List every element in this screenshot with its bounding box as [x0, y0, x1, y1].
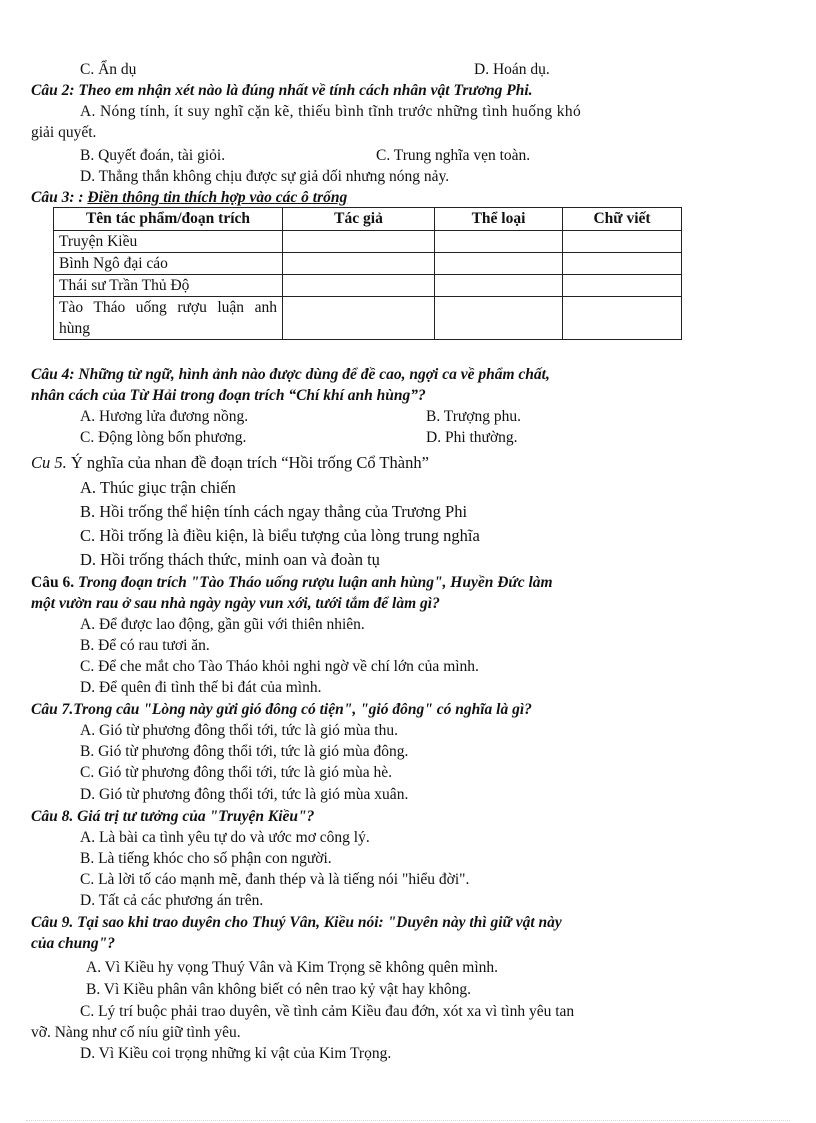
q3-text: Điền thông tin thích hợp vào các ô trống	[87, 189, 348, 206]
q1-option-d: D. Hoán dụ.	[474, 61, 550, 78]
q7-option-d: D. Gió từ phương đông thổi tới, tức là gió mùa xuân.	[80, 786, 409, 803]
q8-option-d: D. Tất cả các phương án trên.	[80, 892, 264, 909]
blank-cell[interactable]	[563, 297, 682, 340]
q5-option-b: B. Hồi trống thể hiện tính cách ngay thẳng của Trương Phi	[80, 502, 468, 521]
blank-cell[interactable]	[563, 253, 682, 275]
q4-label: Câu 4:	[31, 366, 75, 383]
q4-text: Những từ ngữ, hình ảnh nào được dùng để đề cao, ngợi ca về phẩm chất,	[78, 366, 550, 383]
q8-option-b: B. Là tiếng khóc cho số phận con người.	[80, 850, 332, 867]
q3-label: Câu 3: :	[31, 189, 84, 206]
blank-cell[interactable]	[435, 253, 563, 275]
q6-label: Câu 6.	[31, 574, 75, 591]
q6-option-b: B. Để có rau tươi ăn.	[80, 637, 210, 654]
q8-option-a: A. Là bài ca tình yêu tự do và ước mơ công lý.	[80, 829, 370, 846]
q7-option-c: C. Gió từ phương đông thổi tới, tức là gió mùa hè.	[80, 764, 392, 781]
q6-text: Trong đoạn trích "Tào Tháo uống rượu luận anh hùng", Huyền Đức làm	[77, 574, 553, 591]
q9-text: Tại sao khi trao duyên cho Thuý Vân, Kiều nói: "Duyên này thì giữ vật này	[77, 914, 562, 931]
q5-title	[31, 452, 429, 473]
q6-option-d: D. Để quên đi tình thế bi đát của mình.	[80, 679, 322, 696]
q5-option-a: A. Thúc giục trận chiến	[80, 478, 236, 497]
q4-title-line2: nhân cách của Từ Hải trong đoạn trích “Chí khí anh hùng”?	[31, 387, 426, 404]
q9-option-c-line2: vỡ. Nàng như cố níu giữ tình yêu.	[31, 1024, 241, 1041]
q7-label: Câu 7.	[31, 701, 74, 718]
q8-label: Câu 8.	[31, 808, 74, 825]
q4-option-c: C. Động lòng bốn phương.	[80, 429, 247, 446]
blank-cell[interactable]	[563, 231, 682, 253]
q2-option-b: B. Quyết đoán, tài giỏi.	[80, 147, 226, 164]
page-bottom-divider	[26, 1120, 790, 1121]
q6-option-c: C. Để che mắt cho Tào Tháo khỏi nghi ngờ về chí lớn của mình.	[80, 658, 479, 675]
work-name: Bình Ngô đại cáo	[54, 253, 283, 275]
q2-text: Theo em nhận xét nào là đúng nhất về tính cách nhân vật Trương Phi.	[78, 82, 533, 99]
header-author: Tác giả	[283, 208, 435, 231]
q8-title	[31, 806, 314, 827]
q6-title-line1	[31, 572, 553, 593]
q9-option-c-line1: C. Lý trí buộc phải trao duyên, về tình cảm Kiều đau đớn, xót xa vì tình yêu tan	[80, 1003, 575, 1020]
q5-option-d: D. Hồi trống thách thức, minh oan và đoàn tụ	[80, 550, 380, 569]
q4-option-a: A. Hương lửa đương nồng.	[80, 408, 249, 425]
q3-title	[31, 187, 347, 208]
q9-option-a: A. Vì Kiều hy vọng Thuý Vân và Kim Trọng sẽ không quên mình.	[86, 959, 499, 976]
q2-option-a-line1: A. Nóng tính, ít suy nghĩ cặn kẽ, thiếu bình tĩnh trước những tình huống khó	[80, 103, 582, 120]
blank-cell[interactable]	[435, 275, 563, 297]
header-script: Chữ viết	[563, 208, 682, 231]
q9-option-b: B. Vì Kiều phân vân không biết có nên trao kỷ vật hay không.	[86, 981, 471, 998]
q9-title-line2: của chung"?	[31, 935, 115, 952]
q9-option-d: D. Vì Kiều coi trọng những kỉ vật của Kim Trọng.	[80, 1045, 392, 1062]
q7-text: Trong câu "Lòng này gửi gió đông có tiện", "gió đông" có nghĩa là gì?	[73, 701, 532, 718]
work-name: Tào Tháo uống rượu luận anh hùng	[54, 297, 283, 340]
q9-title-line1	[31, 912, 562, 933]
q4-option-d: D. Phi thường.	[426, 429, 518, 446]
table-row	[54, 231, 682, 253]
work-name: Truyện Kiều	[54, 231, 283, 253]
q8-option-c: C. Là lời tố cáo mạnh mẽ, đanh thép và là tiếng nói "hiểu đời".	[80, 871, 470, 888]
q7-option-b: B. Gió từ phương đông thổi tới, tức là gió mùa đông.	[80, 743, 409, 760]
q2-title	[31, 80, 533, 101]
table-row	[54, 275, 682, 297]
q6-option-a: A. Để được lao động, gần gũi với thiên nhiên.	[80, 616, 365, 633]
q2-option-d: D. Thẳng thắn không chịu được sự giả dối nhưng nóng nảy.	[80, 168, 450, 185]
q4-option-b: B. Trượng phu.	[426, 408, 521, 425]
table-row	[54, 253, 682, 275]
blank-cell[interactable]	[283, 275, 435, 297]
blank-cell[interactable]	[283, 253, 435, 275]
q1-option-c: C. Ẩn dụ	[80, 61, 137, 78]
blank-cell[interactable]	[283, 231, 435, 253]
q5-option-c: C. Hồi trống là điều kiện, là biểu tượng của lòng trung nghĩa	[80, 526, 480, 545]
q5-label: Cu 5.	[31, 453, 67, 472]
blank-cell[interactable]	[563, 275, 682, 297]
work-name: Thái sư Trần Thủ Độ	[54, 275, 283, 297]
q2-option-c: C. Trung nghĩa vẹn toàn.	[376, 147, 531, 164]
table-header-row	[54, 208, 682, 231]
blank-cell[interactable]	[435, 297, 563, 340]
blank-cell[interactable]	[435, 231, 563, 253]
q5-text: Ý nghĩa của nhan đề đoạn trích “Hồi trống Cổ Thành”	[70, 453, 429, 472]
table-row	[54, 297, 682, 340]
header-work: Tên tác phẩm/đoạn trích	[54, 208, 283, 231]
q2-option-a-line2: giải quyết.	[31, 124, 97, 141]
header-genre: Thể loại	[435, 208, 563, 231]
q8-text: Giá trị tư tưởng của "Truyện Kiều"?	[77, 808, 315, 825]
blank-cell[interactable]	[283, 297, 435, 340]
q7-title	[31, 699, 532, 720]
q4-title-line1	[31, 364, 550, 385]
info-table	[53, 207, 682, 340]
q9-label: Câu 9.	[31, 914, 74, 931]
q7-option-a: A. Gió từ phương đông thổi tới, tức là gió mùa thu.	[80, 722, 398, 739]
q6-title-line2: một vườn rau ở sau nhà ngày ngày vun xới, tưới tắm để làm gì?	[31, 595, 440, 612]
q2-label: Câu 2:	[31, 82, 75, 99]
